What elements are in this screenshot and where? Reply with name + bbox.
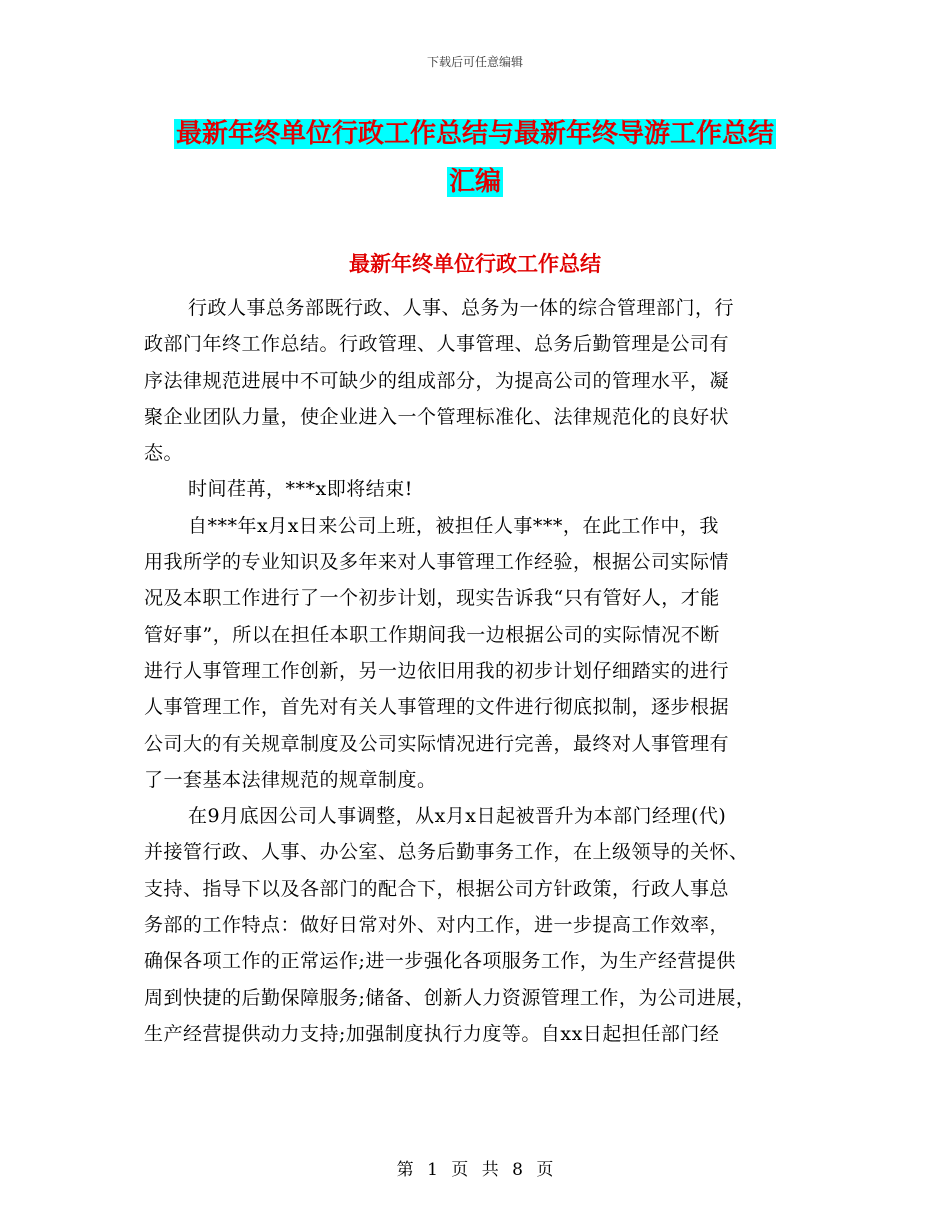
- text-line: 况及本职工作进行了一个初步计划，现实告诉我“只有管好人，才能: [144, 587, 720, 610]
- text-line: 进行人事管理工作创新，另一边依旧用我的初步计划仔细踏实的进行: [144, 659, 730, 682]
- text-line: 态。: [144, 442, 184, 465]
- text-line: 时间荏苒，***x即将结束!: [188, 478, 413, 501]
- text-line: 人事管理工作，首先对有关人事管理的文件进行彻底拟制，逐步根据: [144, 696, 730, 719]
- text-line: 聚企业团队力量，使企业进入一个管理标准化、法律规范化的良好状: [144, 405, 730, 428]
- text-line: 公司大的有关规章制度及公司实际情况进行完善，最终对人事管理有: [144, 732, 730, 755]
- text-line: 序法律规范进展中不可缺少的组成部分，为提高公司的管理水平，凝: [144, 369, 730, 392]
- text-line: 用我所学的专业知识及多年来对人事管理工作经验，根据公司实际情: [144, 551, 730, 574]
- text-line: 务部的工作特点：做好日常对外、对内工作，进一步提高工作效率，: [144, 914, 730, 937]
- text-line: 并接管行政、人事、办公室、总务后勤事务工作，在上级领导的关怀、: [144, 841, 749, 864]
- title-line-1: 最新年终单位行政工作总结与最新年终导游工作总结: [175, 119, 774, 149]
- page-footer: 第 1 页 共 8 页: [396, 1160, 554, 1180]
- text-line: 政部门年终工作总结。行政管理、人事管理、总务后勤管理是公司有: [144, 333, 730, 356]
- text-line: 了一套基本法律规范的规章制度。: [144, 768, 437, 791]
- text-line: 行政人事总务部既行政、人事、总务为一体的综合管理部门，行: [188, 297, 735, 319]
- section-title: 最新年终单位行政工作总结: [349, 251, 601, 276]
- text-line: 周到快捷的后勤保障服务;储备、创新人力资源管理工作，为公司进展，: [144, 986, 756, 1009]
- text-line: 管好事”，所以在担任本职工作期间我一边根据公司的实际情况不断: [144, 623, 720, 646]
- page-header-note: 下载后可任意编辑: [426, 55, 523, 69]
- title-line-2: 汇编: [448, 167, 501, 197]
- text-line: 确保各项工作的正常运作;进一步强化各项服务工作，为生产经营提供: [144, 950, 736, 973]
- text-line: 在9月底因公司人事调整，从x月x日起被晋升为本部门经理(代): [188, 805, 727, 828]
- text-line: 生产经营提供动力支持;加强制度执行力度等。自xx日起担任部门经: [144, 1022, 720, 1045]
- document-body: [144, 290, 820, 1052]
- text-line: 自***年x月x日来公司上班，被担任人事***，在此工作中，我: [188, 514, 719, 537]
- document-title: [0, 110, 950, 206]
- text-line: 支持、指导下以及各部门的配合下，根据公司方针政策，行政人事总: [144, 877, 730, 900]
